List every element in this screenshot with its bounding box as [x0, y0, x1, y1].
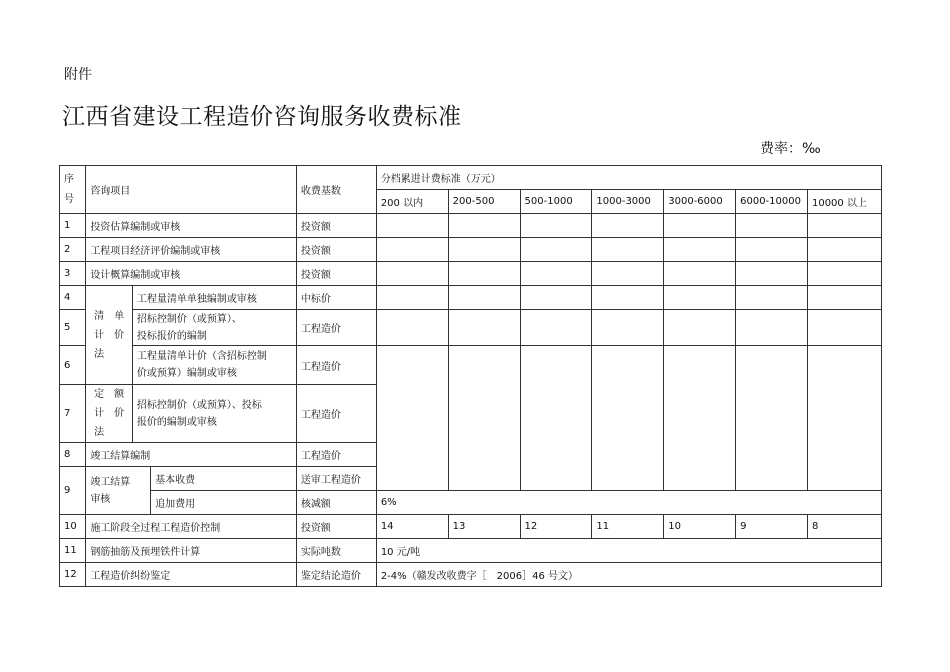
- header-seq-text: 序号: [64, 173, 74, 205]
- row-item-line: 招标控制价（或预算）、投标: [136, 399, 262, 411]
- rate-unit: 费率：‰: [760, 141, 821, 157]
- tier-header: 200 以内: [376, 190, 448, 214]
- rate-cell: [807, 214, 881, 238]
- table-row: [60, 491, 882, 515]
- table-row: [60, 539, 882, 563]
- row-item: 工程造价纠纷鉴定: [86, 563, 297, 587]
- row-item: 工程项目经济评价编制或审核: [86, 238, 297, 262]
- row-seq: 3: [60, 262, 86, 286]
- settlement-group-label: [86, 467, 151, 515]
- header-seq: [60, 166, 86, 214]
- rate-cell: 10: [664, 515, 736, 539]
- rate-cell: [520, 310, 592, 346]
- row-base: 工程造价: [296, 443, 376, 467]
- group-line: 审核: [90, 493, 111, 505]
- rate-cell: [736, 286, 808, 310]
- table-row: [60, 214, 882, 238]
- group-char: 定: [94, 389, 105, 400]
- rate-cell: [592, 262, 664, 286]
- row-base: 送审工程造价: [296, 467, 376, 491]
- row-base: 实际吨数: [296, 539, 376, 563]
- rate-cell: [736, 262, 808, 286]
- rate-cell: 8: [807, 515, 881, 539]
- rate-cell: [664, 286, 736, 310]
- row-base: 核减额: [296, 491, 376, 515]
- table-row: [60, 286, 882, 310]
- rate-cell: 13: [448, 515, 520, 539]
- row-item: 钢筋抽筋及预埋铁件计算: [86, 539, 297, 563]
- rate-cell: [448, 286, 520, 310]
- row-base: 投资额: [296, 238, 376, 262]
- tier-header: 10000 以上: [807, 190, 881, 214]
- group-char: 法: [94, 348, 105, 360]
- row-item: 竣工结算编制: [86, 443, 297, 467]
- rate-cell: [807, 238, 881, 262]
- row-item: [132, 385, 296, 443]
- rate-cell: [592, 286, 664, 310]
- group-char: 清: [94, 310, 105, 322]
- rate-cell: [448, 346, 520, 491]
- rate-merged: 2-4%（赣发改收费字［ 2006］46 号文）: [376, 563, 881, 587]
- rate-cell: [520, 262, 592, 286]
- rate-cell: [592, 310, 664, 346]
- tier-header: 200-500: [448, 190, 520, 214]
- rate-cell: [736, 238, 808, 262]
- row-base: 工程造价: [296, 385, 376, 443]
- row-item: 施工阶段全过程工程造价控制: [86, 515, 297, 539]
- row-seq: 1: [60, 214, 86, 238]
- row-seq: 2: [60, 238, 86, 262]
- row-item-line: 工程量清单计价（含招标控制: [136, 351, 267, 362]
- rate-cell: [520, 238, 592, 262]
- table-row: [60, 238, 882, 262]
- tier-header: 3000-6000: [664, 190, 736, 214]
- rate-cell: [664, 346, 736, 491]
- row-seq: 6: [60, 346, 86, 385]
- rate-cell: [736, 214, 808, 238]
- rate-cell: [664, 238, 736, 262]
- row-base: 投资额: [296, 262, 376, 286]
- row-seq: 12: [60, 563, 86, 587]
- rate-cell: 12: [520, 515, 592, 539]
- row-base: 中标价: [296, 286, 376, 310]
- row-seq: 9: [60, 467, 86, 515]
- row-seq: 10: [60, 515, 86, 539]
- row-base: 工程造价: [296, 346, 376, 385]
- rate-cell: 11: [592, 515, 664, 539]
- group-char: 法: [94, 427, 105, 438]
- rate-cell: [376, 262, 448, 286]
- rate-cell: [376, 214, 448, 238]
- header-base: 收费基数: [296, 166, 376, 214]
- rate-cell: [592, 238, 664, 262]
- table-row: [60, 515, 882, 539]
- table-row: [60, 563, 882, 587]
- rate-cell: [807, 310, 881, 346]
- rate-cell: [592, 214, 664, 238]
- row-item-line: 报价的编制或审核: [136, 416, 217, 428]
- row-item-line: 投标报价的编制: [136, 330, 207, 342]
- rate-cell: [448, 262, 520, 286]
- tier-header: 6000-10000: [736, 190, 808, 214]
- rate-cell: [664, 214, 736, 238]
- rate-cell: [376, 346, 448, 491]
- rate-cell: [736, 346, 808, 491]
- rate-cell: [592, 346, 664, 491]
- row-item: [132, 310, 296, 346]
- row-seq: 5: [60, 310, 86, 346]
- row-base: 工程造价: [296, 310, 376, 346]
- rate-cell: [376, 286, 448, 310]
- header-tier-group: 分档累进计费标准（万元）: [376, 166, 881, 190]
- row-seq: 7: [60, 385, 86, 443]
- attachment-label: 附件: [64, 67, 92, 83]
- table-row: [60, 310, 882, 346]
- qingdan-group-label: [86, 286, 133, 385]
- group-char: 额: [114, 389, 125, 400]
- row-sub-item: 基本收费: [151, 467, 297, 491]
- dinge-group-label: [86, 385, 133, 443]
- group-line: 竣工结算: [90, 476, 131, 488]
- rate-cell: [807, 346, 881, 491]
- header-item: 咨询项目: [86, 166, 297, 214]
- rate-cell: [664, 310, 736, 346]
- rate-cell: [520, 346, 592, 491]
- row-seq: 11: [60, 539, 86, 563]
- tier-header: 1000-3000: [592, 190, 664, 214]
- table-row: [60, 346, 882, 385]
- rate-cell: [736, 310, 808, 346]
- rate-merged: 6%: [376, 491, 881, 515]
- row-sub-item: 追加费用: [151, 491, 297, 515]
- group-char: 单: [114, 310, 125, 322]
- rate-cell: 9: [736, 515, 808, 539]
- group-char: 计: [94, 408, 105, 419]
- row-seq: 4: [60, 286, 86, 310]
- fee-standard-table: [59, 165, 882, 587]
- document-title: 江西省建设工程造价咨询服务收费标准: [62, 104, 462, 130]
- row-item-line: 招标控制价（或预算）、: [136, 313, 242, 325]
- row-base: 投资额: [296, 214, 376, 238]
- rate-cell: [664, 262, 736, 286]
- rate-cell: [520, 286, 592, 310]
- row-base: 投资额: [296, 515, 376, 539]
- row-item: 工程量清单单独编制或审核: [132, 286, 296, 310]
- rate-merged: 10 元/吨: [376, 539, 881, 563]
- row-item: [132, 346, 296, 385]
- group-char: 价: [114, 329, 125, 341]
- rate-cell: [520, 214, 592, 238]
- row-seq: 8: [60, 443, 86, 467]
- row-item-line: 价或预算）编制或审核: [136, 368, 237, 379]
- rate-cell: [807, 262, 881, 286]
- row-item: 设计概算编制或审核: [86, 262, 297, 286]
- rate-cell: [448, 310, 520, 346]
- rate-cell: [448, 238, 520, 262]
- row-base: 鉴定结论造价: [296, 563, 376, 587]
- rate-cell: [376, 238, 448, 262]
- rate-cell: 14: [376, 515, 448, 539]
- rate-cell: [376, 310, 448, 346]
- rate-cell: [448, 214, 520, 238]
- rate-cell: [807, 286, 881, 310]
- table-row: [60, 262, 882, 286]
- tier-header: 500-1000: [520, 190, 592, 214]
- group-char: 计: [94, 329, 105, 341]
- group-char: 价: [114, 408, 125, 419]
- row-item: 投资估算编制或审核: [86, 214, 297, 238]
